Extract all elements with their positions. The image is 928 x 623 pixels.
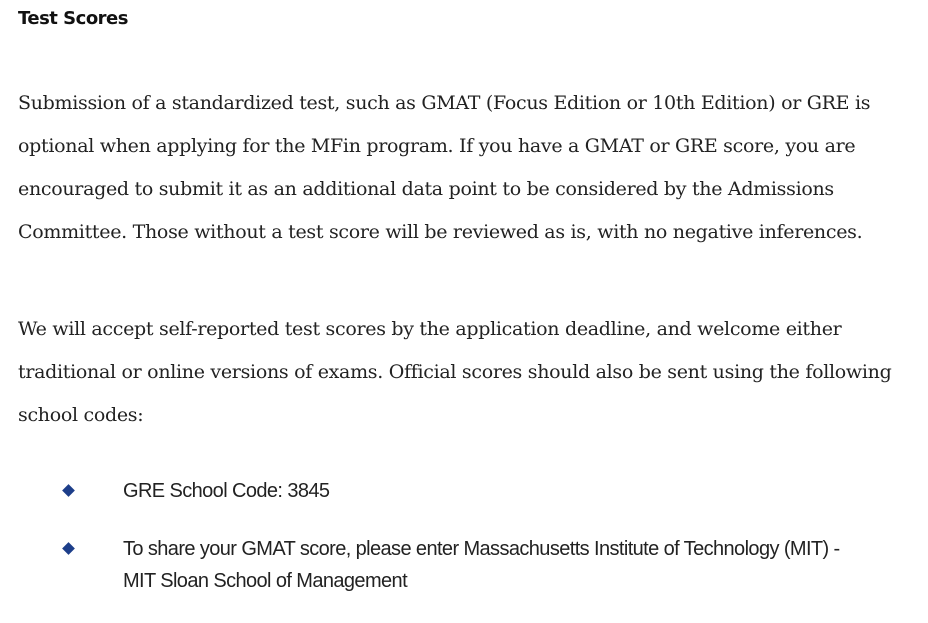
paragraph-test-optional: Submission of a standardized test, such as GMAT (Focus Edition or 10th Edition) or GRE is optional when applying for the MFin program. If you have a GMAT or GRE score, you are encouraged to submit it as an additional data point to be considered by the Admissions Committee. Those without a test score will be reviewed as is, with no negative inferences. [18,92,871,243]
diamond-bullet-icon [62,484,75,497]
school-codes-list [18,475,918,597]
list-item-gmat-instructions [18,533,843,597]
section-title: Test Scores [18,8,128,29]
list-item-text: To share your GMAT score, please enter Massachusetts Institute of Technology (MIT) - MIT Sloan School of Management [123,538,840,592]
list-item-text: GRE School Code: 3845 [123,480,330,502]
diamond-bullet-icon [62,542,75,555]
paragraph-score-reporting: We will accept self-reported test scores by the application deadline, and welcome either traditional or online versions of exams. Official scores should also be sent using the following school codes: [18,318,892,426]
list-item-gre-code [18,475,843,507]
test-scores-section [18,0,918,623]
